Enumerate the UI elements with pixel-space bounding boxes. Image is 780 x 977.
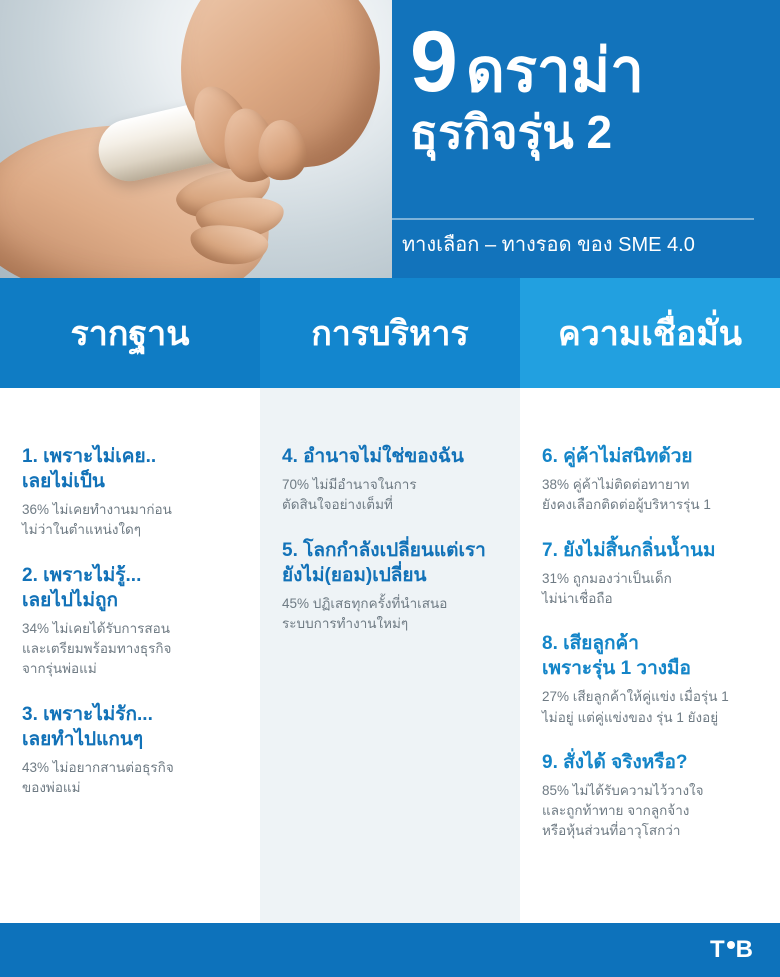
logo-left-letter: T [709, 936, 726, 963]
column-heading-management [260, 278, 520, 388]
column-headings [0, 278, 780, 388]
list-item [282, 444, 498, 516]
item-title: 7. ยังไม่สิ้นกลิ่นน้ำนม [542, 539, 716, 561]
item-title: 5. โลกกำลังเปลี่ยนแต่เรา ยังไม่(ยอม)เปลี่ยน [282, 539, 486, 586]
headline-second-line: ธุรกิจรุ่น 2 [410, 105, 613, 158]
logo-right-letter: B [735, 936, 754, 963]
column-heading-label: รากฐาน [70, 315, 190, 353]
title-block [392, 0, 780, 278]
list-item [542, 750, 758, 842]
item-description: 34% ไม่เคยได้รับการสอน และเตรียมพร้อมทางธุรกิจ จากรุ่นพ่อแม่ [22, 620, 172, 677]
column-heading-label: การบริหาร [311, 315, 469, 353]
item-title: 6. คู่ค้าไม่สนิทด้วย [542, 446, 693, 467]
list-item [282, 538, 498, 635]
tmb-logo [710, 936, 754, 964]
column-bodies [0, 388, 780, 923]
title-first-line [410, 14, 754, 110]
footer [0, 923, 780, 977]
subtitle: ทางเลือก – ทางรอด ของ SME 4.0 [402, 234, 695, 256]
item-title: 4. อำนาจไม่ใช่ของฉัน [282, 446, 464, 467]
item-description: 36% ไม่เคยทำงานมาก่อน ไม่ว่าในตำแหน่งใดๆ [22, 502, 172, 538]
subtitle-bar [392, 214, 780, 278]
column-heading-foundation [0, 278, 260, 388]
item-title: 2. เพราะไม่รู้... เลยไปไม่ถูก [22, 564, 142, 611]
item-title: 1. เพราะไม่เคย.. เลยไม่เป็น [22, 446, 157, 493]
column-heading-label: ความเชื่อมั่น [557, 315, 743, 353]
column-trust [520, 388, 780, 923]
item-description: 45% ปฏิเสธทุกครั้งที่นำเสนอ ระบบการทำงานใหม่ๆ [282, 595, 448, 631]
item-description: 43% ไม่อยากสานต่อธุรกิจ ของพ่อแม่ [22, 759, 174, 795]
item-title: 8. เสียลูกค้า เพราะรุ่น 1 วางมือ [542, 633, 691, 680]
item-description: 70% ไม่มีอำนาจในการ ตัดสินใจอย่างเต็มที่ [282, 477, 417, 513]
item-description: 27% เสียลูกค้าให้คู่แข่ง เมื่อรุ่น 1 ไม่อยู่ แต่คู่แข่งของ รุ่น 1 ยังอยู่ [542, 689, 729, 725]
item-description: 85% ไม่ได้รับความไว้วางใจ และถูกท้าทาย จากลูกจ้าง หรือหุ้นส่วนที่อาวุโสกว่า [542, 782, 704, 839]
list-item [542, 631, 758, 728]
list-item [22, 702, 238, 799]
list-item [22, 444, 238, 541]
logo-dot-icon [727, 941, 735, 949]
item-title: 3. เพราะไม่รัก... เลยทำไปแกนๆ [22, 703, 153, 750]
list-item [542, 538, 758, 610]
item-description: 38% คู่ค้าไม่ติดต่อทายาท ยังคงเลือกติดต่อผู้บริหารรุ่น 1 [542, 477, 711, 513]
list-item [542, 444, 758, 516]
headline-number: 9 [410, 14, 456, 110]
column-heading-trust [520, 278, 780, 388]
item-description: 31% ถูกมองว่าเป็นเด็ก ไม่น่าเชื่อถือ [542, 570, 672, 606]
subtitle-divider [392, 218, 754, 220]
headline-word: ดราม่า [465, 37, 644, 104]
column-management [260, 388, 520, 923]
column-foundation [0, 388, 260, 923]
list-item [22, 563, 238, 680]
baton-handoff-photo [0, 0, 392, 278]
header [0, 0, 780, 278]
item-title: 9. สั่งได้ จริงหรือ? [542, 751, 688, 773]
